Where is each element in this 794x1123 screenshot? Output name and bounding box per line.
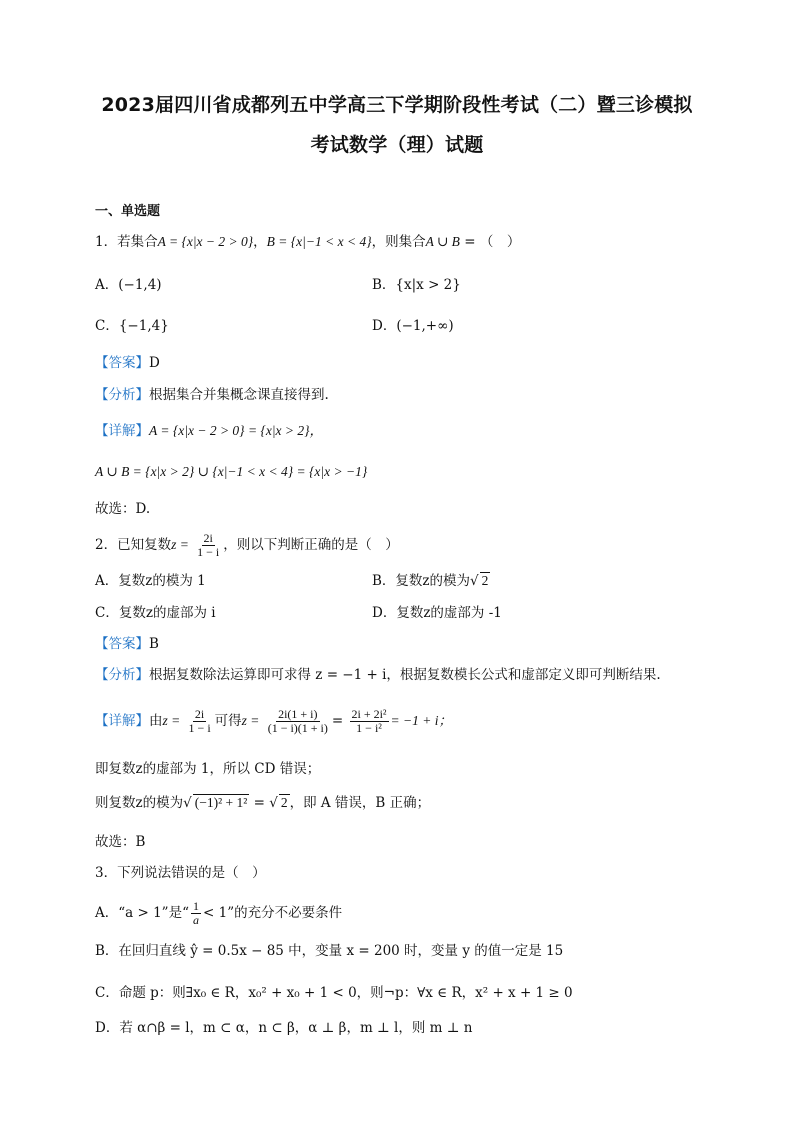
frac-num: 1 <box>193 899 199 913</box>
q1-stem-text: 1．若集合 <box>95 234 158 250</box>
detail-tag: 【详解】 <box>95 423 149 439</box>
sqrt-sign: √ <box>269 795 278 811</box>
q3-stem: 3．下列说法错误的是（ ） <box>95 865 266 881</box>
analysis-tag: 【分析】 <box>95 387 149 403</box>
detail-text: A = {x|x − 2 > 0} = {x|x > 2}， <box>149 423 324 438</box>
q1-stem <box>95 232 520 252</box>
q1-option-b: B．{x|x > 2} <box>372 277 461 293</box>
answer-value: D <box>149 355 160 371</box>
q2-option-b <box>372 571 490 591</box>
detail-text2: 可得 <box>214 713 242 729</box>
q3-fraction <box>191 900 201 927</box>
analysis-tag: 【分析】 <box>95 667 149 683</box>
q2-answer <box>95 634 159 654</box>
detail-text: 由 <box>149 713 163 729</box>
frac-den: 1 − i² <box>356 721 382 735</box>
q2-option-d: D．复数z的虚部为 -1 <box>372 605 502 621</box>
detail-radicand-2: 2 <box>280 795 288 810</box>
q1-union: A ∪ B <box>425 234 460 249</box>
q1-option-a: A．(−1,4) <box>95 277 162 293</box>
section-heading: 一、单选题 <box>95 204 161 219</box>
q1-stem-text2: ，则集合 <box>371 234 426 250</box>
q2-analysis <box>95 665 661 685</box>
q2-z: z = <box>171 537 189 552</box>
q2-option-b-text: B．复数z的模为 <box>372 573 471 589</box>
equals-sign: = <box>253 795 265 811</box>
q2-option-c: C．复数z的虚部为 i <box>95 605 216 621</box>
detail-z2: z = <box>241 713 260 728</box>
detail-tag: 【详解】 <box>95 713 149 729</box>
q1-detail-1 <box>95 421 323 441</box>
detail-radicand: (−1)² + 1² <box>194 795 248 810</box>
q3-option-d: D．若 α∩β = l，m ⊂ α，n ⊂ β，α ⊥ β，m ⊥ l，则 m ⊥ n <box>95 1020 473 1036</box>
detail-result: = −1 + i； <box>390 713 453 728</box>
q3-option-a-text: A．“a > 1”是“ <box>95 905 189 921</box>
detail-fraction-3 <box>350 708 389 735</box>
q1-set-b: B = {x|−1 < x < 4} <box>266 234 372 249</box>
analysis-text: 根据集合并集概念课直接得到. <box>149 387 329 403</box>
q3-option-b: B．在回归直线 ŷ = 0.5x − 85 中，变量 x = 200 时，变量 y 的值一定是 15 <box>95 943 564 959</box>
detail-text: 则复数z的模为 <box>95 795 184 811</box>
detail-z: z = <box>162 713 181 728</box>
answer-tag: 【答案】 <box>95 636 149 652</box>
frac-den: a <box>193 913 199 927</box>
q2-option-b-radicand: 2 <box>481 573 489 588</box>
q3-option-a <box>95 900 342 927</box>
q1-answer <box>95 353 160 373</box>
q2-stem-text: 2．已知复数 <box>95 537 172 553</box>
sqrt-sign: √ <box>183 795 192 811</box>
q2-detail-1 <box>95 708 452 735</box>
q1-option-d: D．(−1,+∞) <box>372 318 454 334</box>
q3-option-a-text2: < 1”的充分不必要条件 <box>203 905 343 921</box>
answer-value: B <box>149 636 159 652</box>
q1-analysis <box>95 385 329 405</box>
q1-choose: 故选：D. <box>95 501 151 517</box>
q1-set-a: A = {x|x − 2 > 0} <box>157 234 254 249</box>
frac-den: (1 − i)(1 + i) <box>267 721 328 735</box>
q2-option-a: A．复数z的模为 1 <box>95 573 206 589</box>
q2-detail-2: 即复数z的虚部为 1，所以 CD 错误； <box>95 761 321 777</box>
q2-choose: 故选：B <box>95 834 146 850</box>
page-title-line1: 2023届四川省成都列五中学高三下学期阶段性考试（二）暨三诊模拟 <box>101 94 693 116</box>
frac-num: 2i <box>203 531 213 545</box>
detail-fraction-1 <box>187 708 213 735</box>
q1-option-c: C．{−1,4} <box>95 318 169 334</box>
detail-fraction-2 <box>266 708 330 735</box>
equals-sign: = <box>331 713 344 729</box>
q2-stem-text2: ，则以下判断正确的是（ ） <box>223 537 399 553</box>
q3-option-c: C．命题 p：则∃x₀ ∈ R，x₀² + x₀ + 1 < 0，则¬p：∀x ∈ R，x² + x + 1 ≥ 0 <box>95 985 573 1001</box>
answer-tag: 【答案】 <box>95 355 149 371</box>
q2-detail-3 <box>95 793 430 813</box>
frac-num: 2i + 2i² <box>351 707 387 721</box>
q2-stem <box>95 532 399 559</box>
frac-den: 1 − i <box>188 721 211 735</box>
frac-num: 2i <box>194 707 205 721</box>
page-title-line2: 考试数学（理）试题 <box>310 134 484 156</box>
sqrt-sign: √ <box>470 573 479 589</box>
detail-text2: ，即 A 错误，B 正确； <box>289 795 431 811</box>
q1-sep: ， <box>253 234 267 250</box>
frac-den: 1 − i <box>197 545 220 559</box>
q1-detail-2: A ∪ B = {x|x > 2} ∪ {x|−1 < x < 4} = {x|x > −1} <box>95 464 368 479</box>
q2-fraction <box>195 532 221 559</box>
analysis-text: 根据复数除法运算即可求得 z = −1 + i，根据复数模长公式和虚部定义即可判断结果. <box>149 667 661 683</box>
q1-stem-text3: = （ ） <box>459 234 521 250</box>
frac-num: 2i(1 + i) <box>278 707 318 721</box>
